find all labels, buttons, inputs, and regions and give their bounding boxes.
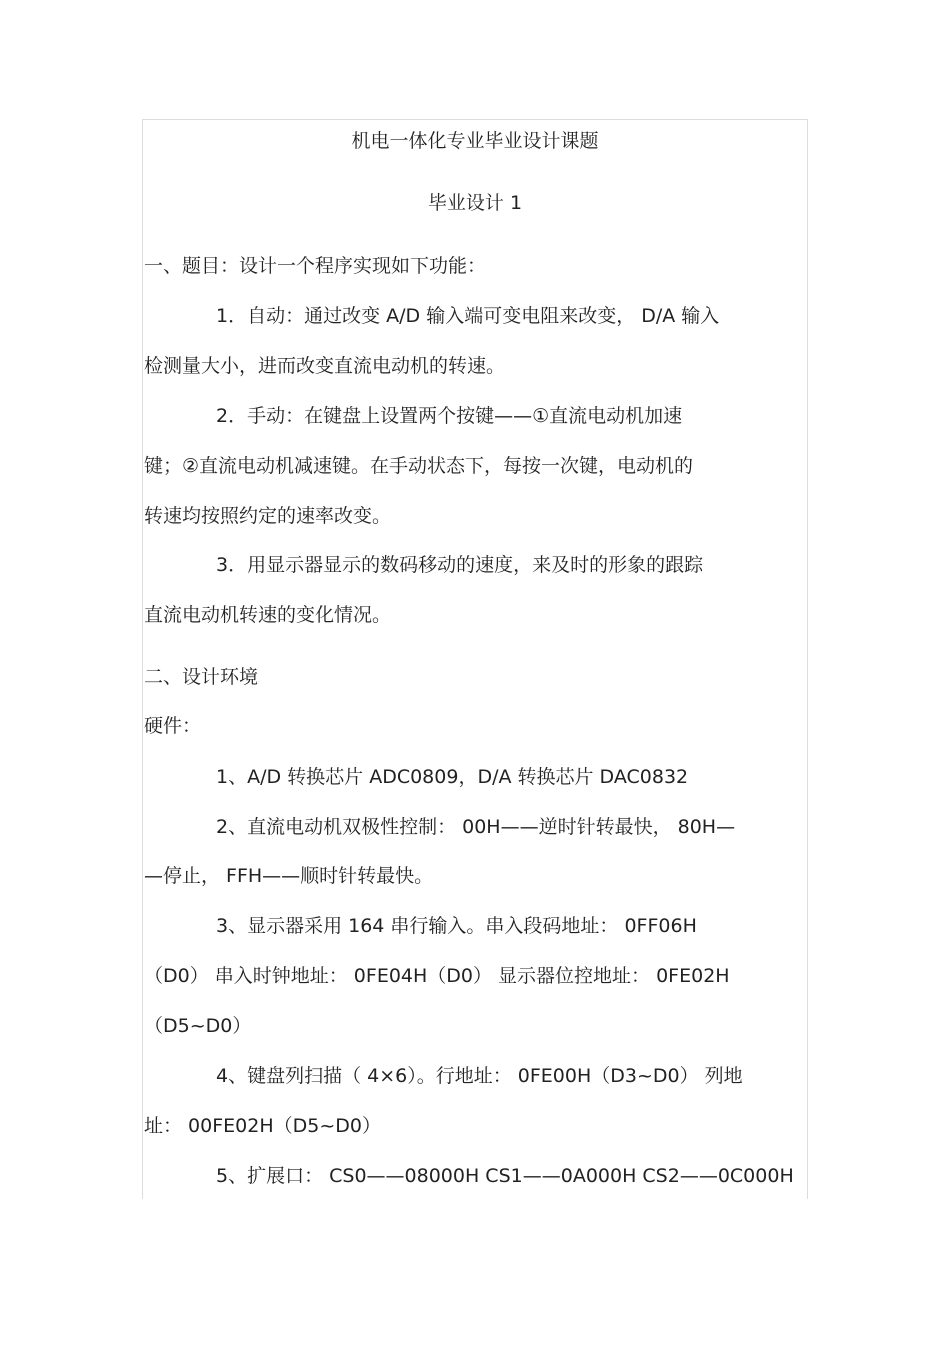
section2-item3-line1: 3、显示器采用 164 串行输入。串入段码地址： 0FF06H: [216, 915, 697, 937]
section1-heading: 一、题目：设计一个程序实现如下功能：: [144, 255, 487, 277]
document-subtitle: 毕业设计 1: [427, 192, 523, 214]
section1-item1-line2: 检测量大小，进而改变直流电动机的转速。: [144, 355, 506, 377]
section1-item1-line1: 1．自动：通过改变 A/D 输入端可变电阻来改变， D/A 输入: [216, 305, 720, 327]
section1-item3-line2: 直流电动机转速的变化情况。: [144, 604, 392, 626]
section1-item3-line1: 3．用显示器显示的数码移动的速度，来及时的形象的跟踪: [216, 554, 704, 576]
section2-heading: 二、设计环境: [144, 666, 259, 688]
section2-item1-line1: 1、A/D 转换芯片 ADC0809，D/A 转换芯片 DAC0832: [216, 766, 689, 788]
document-title: 机电一体化专业毕业设计课题: [351, 130, 599, 152]
hardware-label: 硬件：: [144, 715, 202, 737]
section1-item2-line3: 转速均按照约定的速率改变。: [144, 505, 392, 527]
section2-item2-line1: 2、直流电动机双极性控制： 00H——逆时针转最快， 80H—: [216, 816, 736, 838]
section1-item2-line2: 键；②直流电动机减速键。在手动状态下，每按一次键，电动机的: [144, 455, 694, 477]
section2-item2-line2: —停止， FFH——顺时针转最快。: [144, 865, 434, 887]
section1-item2-line1: 2．手动：在键盘上设置两个按键——①直流电动机加速: [216, 405, 683, 427]
section2-item4-line2: 址： 00FE02H（D5~D0）: [144, 1115, 381, 1137]
section2-item3-line2: （D0） 串入时钟地址： 0FE04H（D0） 显示器位控地址： 0FE02H: [144, 965, 730, 987]
section2-item4-line1: 4、键盘列扫描（ 4×6）。行地址： 0FE00H（D3~D0） 列地: [216, 1065, 743, 1087]
section2-item5-line1: 5、扩展口： CS0——08000H CS1——0A000H CS2——0C000H: [216, 1165, 794, 1187]
section2-item3-line3: （D5~D0）: [144, 1015, 252, 1037]
